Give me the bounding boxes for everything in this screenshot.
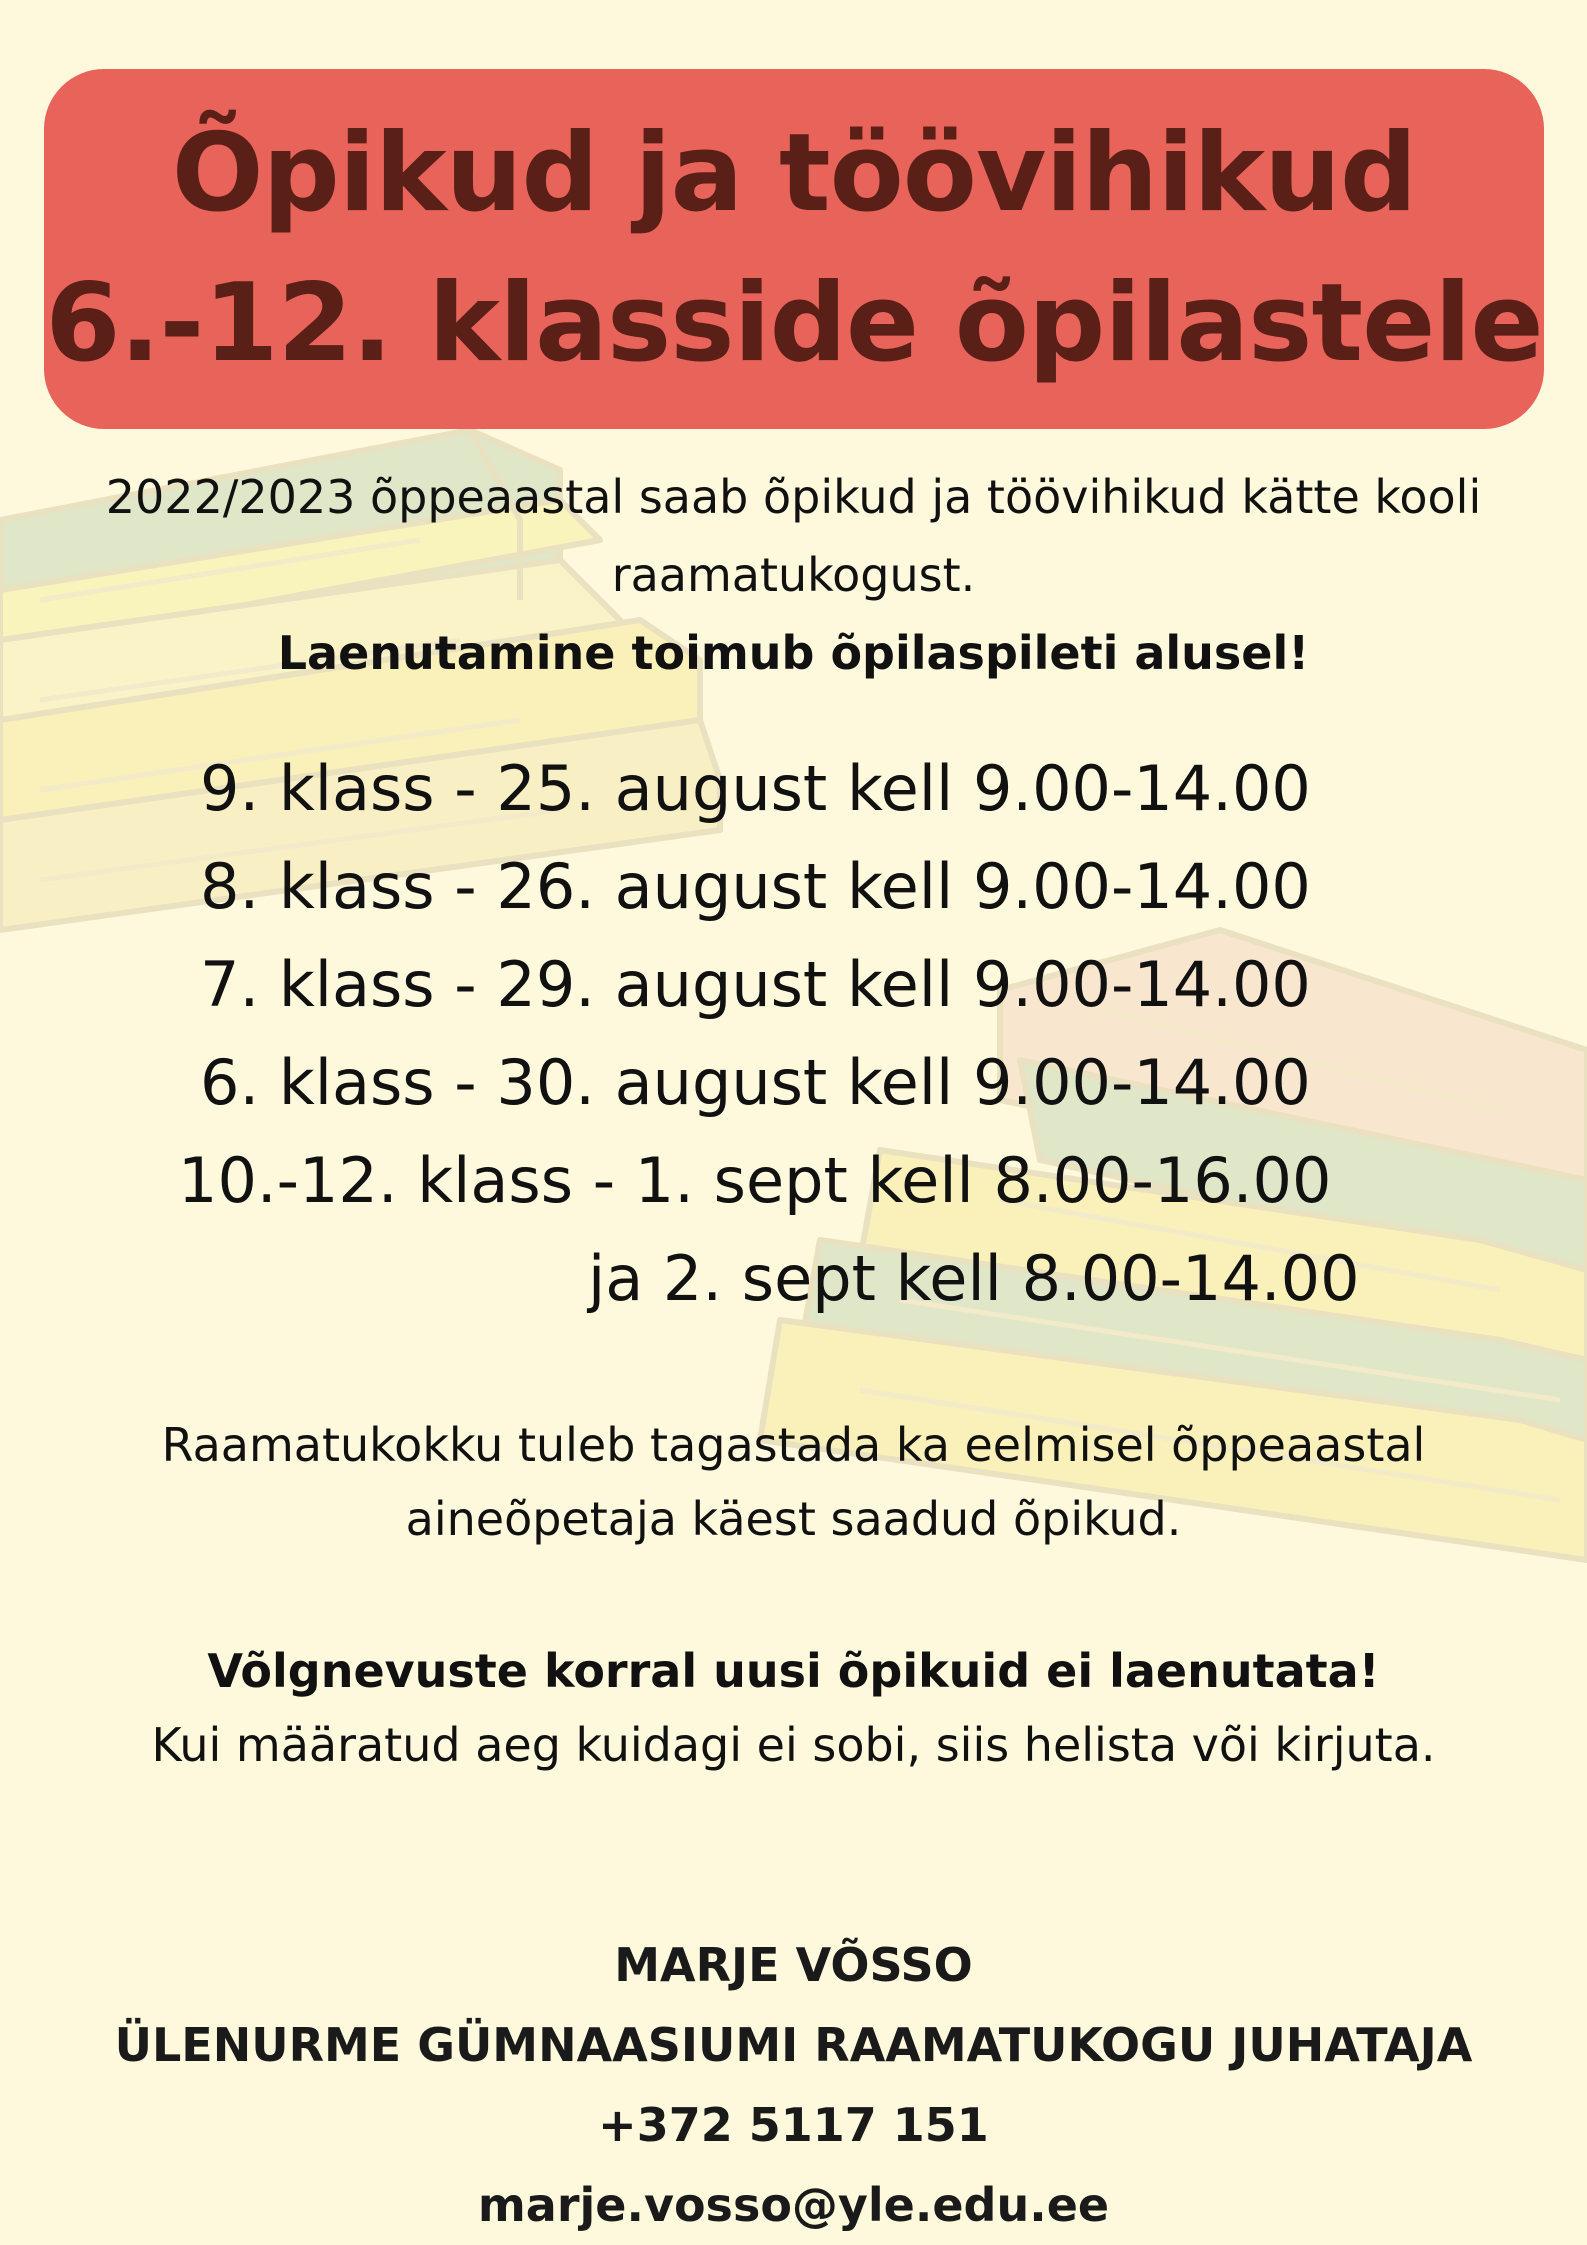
title-banner	[44, 69, 1544, 429]
intro-line-2: raamatukogust.	[611, 548, 976, 602]
return-line-1: Raamatukokku tuleb tagastada ka eelmisel õppeaastal	[161, 1418, 1426, 1472]
schedule-item-6: 6. klass - 30. august kell 9.00-14.00	[200, 1046, 1311, 1119]
schedule-row	[0, 936, 1587, 1034]
warning-note	[0, 1634, 1587, 1782]
intro-bold-line: Laenutamine toimub õpilaspileti alusel!	[277, 626, 1310, 680]
schedule-item-10-12-day2: ja 2. sept kell 8.00-14.00	[588, 1242, 1360, 1315]
schedule-item-7: 7. klass - 29. august kell 9.00-14.00	[200, 948, 1311, 1021]
title-line-1: Õpikud ja töövihikud	[171, 111, 1417, 236]
intro-text	[0, 458, 1587, 692]
return-note	[0, 1408, 1587, 1556]
schedule-row	[0, 740, 1587, 838]
schedule-item-10-12: 10.-12. klass - 1. sept kell 8.00-16.00	[178, 1144, 1332, 1217]
schedule-row	[0, 1132, 1587, 1230]
schedule-row	[0, 1034, 1587, 1132]
contact-block	[0, 1925, 1587, 2245]
contact-name: MARJE VÕSSO	[614, 1938, 973, 1992]
schedule-list	[0, 740, 1587, 1328]
schedule-row	[0, 1230, 1587, 1328]
title-line-2: 6.-12. klasside õpilastele	[45, 261, 1543, 386]
warning-bold-line: Võlgnevuste korral uusi õpikuid ei laenutata!	[207, 1644, 1380, 1698]
contact-email[interactable]: marje.vosso@yle.edu.ee	[477, 2178, 1110, 2232]
return-line-2: aineõpetaja käest saadud õpikud.	[405, 1492, 1182, 1546]
intro-line-1: 2022/2023 õppeaastal saab õpikud ja töövihikud kätte kooli	[105, 470, 1482, 524]
schedule-item-9: 9. klass - 25. august kell 9.00-14.00	[200, 752, 1311, 825]
warning-line-2: Kui määratud aeg kuidagi ei sobi, siis helista või kirjuta.	[151, 1718, 1436, 1772]
contact-phone[interactable]: +372 5117 151	[598, 2098, 989, 2152]
schedule-item-8: 8. klass - 26. august kell 9.00-14.00	[200, 850, 1311, 923]
schedule-row	[0, 838, 1587, 936]
contact-role: ÜLENURME GÜMNAASIUMI RAAMATUKOGU JUHATAJA	[114, 2018, 1473, 2072]
